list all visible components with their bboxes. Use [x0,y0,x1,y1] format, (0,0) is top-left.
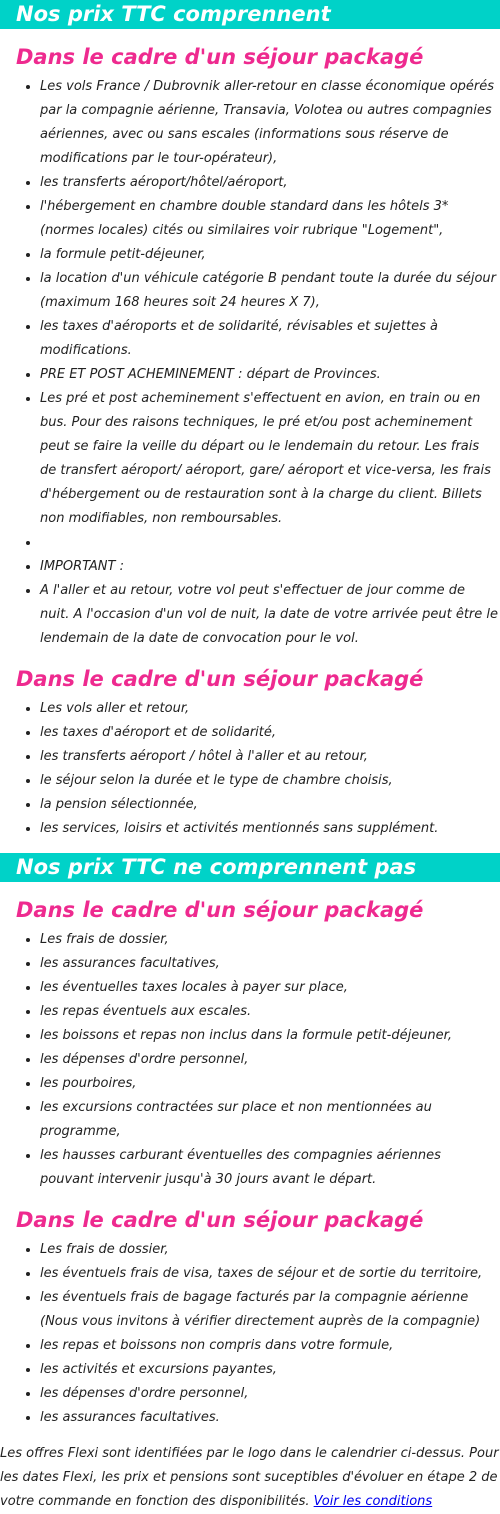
list-item: • les repas éventuels aux escales. [40,1000,500,1024]
list-item: • les transferts aéroport / hôtel à l'aller et au retour, [40,745,500,769]
flexi-note-text: Les offres Flexi sont identifiées par le logo dans le calendrier ci-dessus. Pour les dates Flexi, les prix et pensions sont suceptibles d'évoluer en étape 2 de votre commande en fonction des disponibilités. [0,1446,499,1509]
list-item: • l'hébergement en chambre double standard dans les hôtels 3* (normes locales) cités ou similaires voir rubrique "Logement", [40,195,500,243]
list-item: • PRE ET POST ACHEMINEMENT : départ de Provinces. [40,363,500,387]
list-item: • les taxes d'aéroport et de solidarité, [40,721,500,745]
list-item: • les hausses carburant éventuelles des compagnies aériennes pouvant intervenir jusqu'à 30 jours avant le départ. [40,1144,500,1192]
included-block-2-title: Dans le cadre d'un séjour packagé [16,667,424,691]
list-item-empty [40,531,500,555]
list-item: • A l'aller et au retour, votre vol peut s'effectuer de jour comme de nuit. A l'occasion d'un vol de nuit, la date de votre arrivée peut être le lendemain de la date de convocation pour le vol. [40,579,500,651]
list-item: • le séjour selon la durée et le type de chambre choisis, [40,769,500,793]
included-block-1-title: Dans le cadre d'un séjour packagé [16,45,424,69]
list-item: • les éventuels frais de visa, taxes de séjour et de sortie du territoire, [40,1262,500,1286]
list-item: • les assurances facultatives, [40,952,500,976]
list-item: • Les vols France / Dubrovnik aller-retour en classe économique opérés par la compagnie aérienne, Transavia, Volotea ou autres compagnies aériennes, avec ou sans escales (informations sous réserve de modifications par le tour-opérateur), [40,75,500,171]
list-item: • Les frais de dossier, [40,1238,500,1262]
included-banner: Nos prix TTC comprennent [0,0,500,29]
list-item: • les dépenses d'ordre personnel, [40,1048,500,1072]
excluded-block-2-list [0,1238,500,1430]
list-item: • IMPORTANT : [40,555,500,579]
excluded-block-1-list [0,928,500,1192]
list-item: • la pension sélectionnée, [40,793,500,817]
flexi-note [0,1442,500,1514]
excluded-block-1-title: Dans le cadre d'un séjour packagé [16,898,424,922]
list-item: • les dépenses d'ordre personnel, [40,1382,500,1406]
list-item: • les assurances facultatives. [40,1406,500,1430]
excluded-banner: Nos prix TTC ne comprennent pas [0,853,500,882]
list-item: • les boissons et repas non inclus dans la formule petit-déjeuner, [40,1024,500,1048]
list-item: • les taxes d'aéroports et de solidarité, révisables et sujettes à modifications. [40,315,500,363]
list-item: • la location d'un véhicule catégorie B pendant toute la durée du séjour (maximum 168 heures soit 24 heures X 7), [40,267,500,315]
conditions-link[interactable]: Voir les conditions [313,1494,433,1509]
list-item: • les transferts aéroport/hôtel/aéroport, [40,171,500,195]
included-block-2-list [0,697,500,841]
list-item: • les excursions contractées sur place et non mentionnées au programme, [40,1096,500,1144]
list-item: • les repas et boissons non compris dans votre formule, [40,1334,500,1358]
list-item: • les éventuels frais de bagage facturés par la compagnie aérienne (Nous vous invitons à vérifier directement auprès de la compagnie) [40,1286,500,1334]
list-item: • Les frais de dossier, [40,928,500,952]
excluded-block-2-title: Dans le cadre d'un séjour packagé [16,1208,424,1232]
list-item: • les éventuelles taxes locales à payer sur place, [40,976,500,1000]
list-item: • Les pré et post acheminement s'effectuent en avion, en train ou en bus. Pour des raisons techniques, le pré et/ou post acheminement peut se faire la veille du départ ou le lendemain du retour. Les frais de transfert aéroport/ aéroport, gare/ aéroport et vice-versa, les frais d'hébergement ou de restauration sont à la charge du client. Billets non modifiables, non remboursables. [40,387,500,531]
list-item: • les services, loisirs et activités mentionnés sans supplément. [40,817,500,841]
list-item: • les activités et excursions payantes, [40,1358,500,1382]
list-item: • les pourboires, [40,1072,500,1096]
included-block-1-list [0,75,500,651]
list-item: • Les vols aller et retour, [40,697,500,721]
excluded-section [0,853,500,1430]
list-item: • la formule petit-déjeuner, [40,243,500,267]
